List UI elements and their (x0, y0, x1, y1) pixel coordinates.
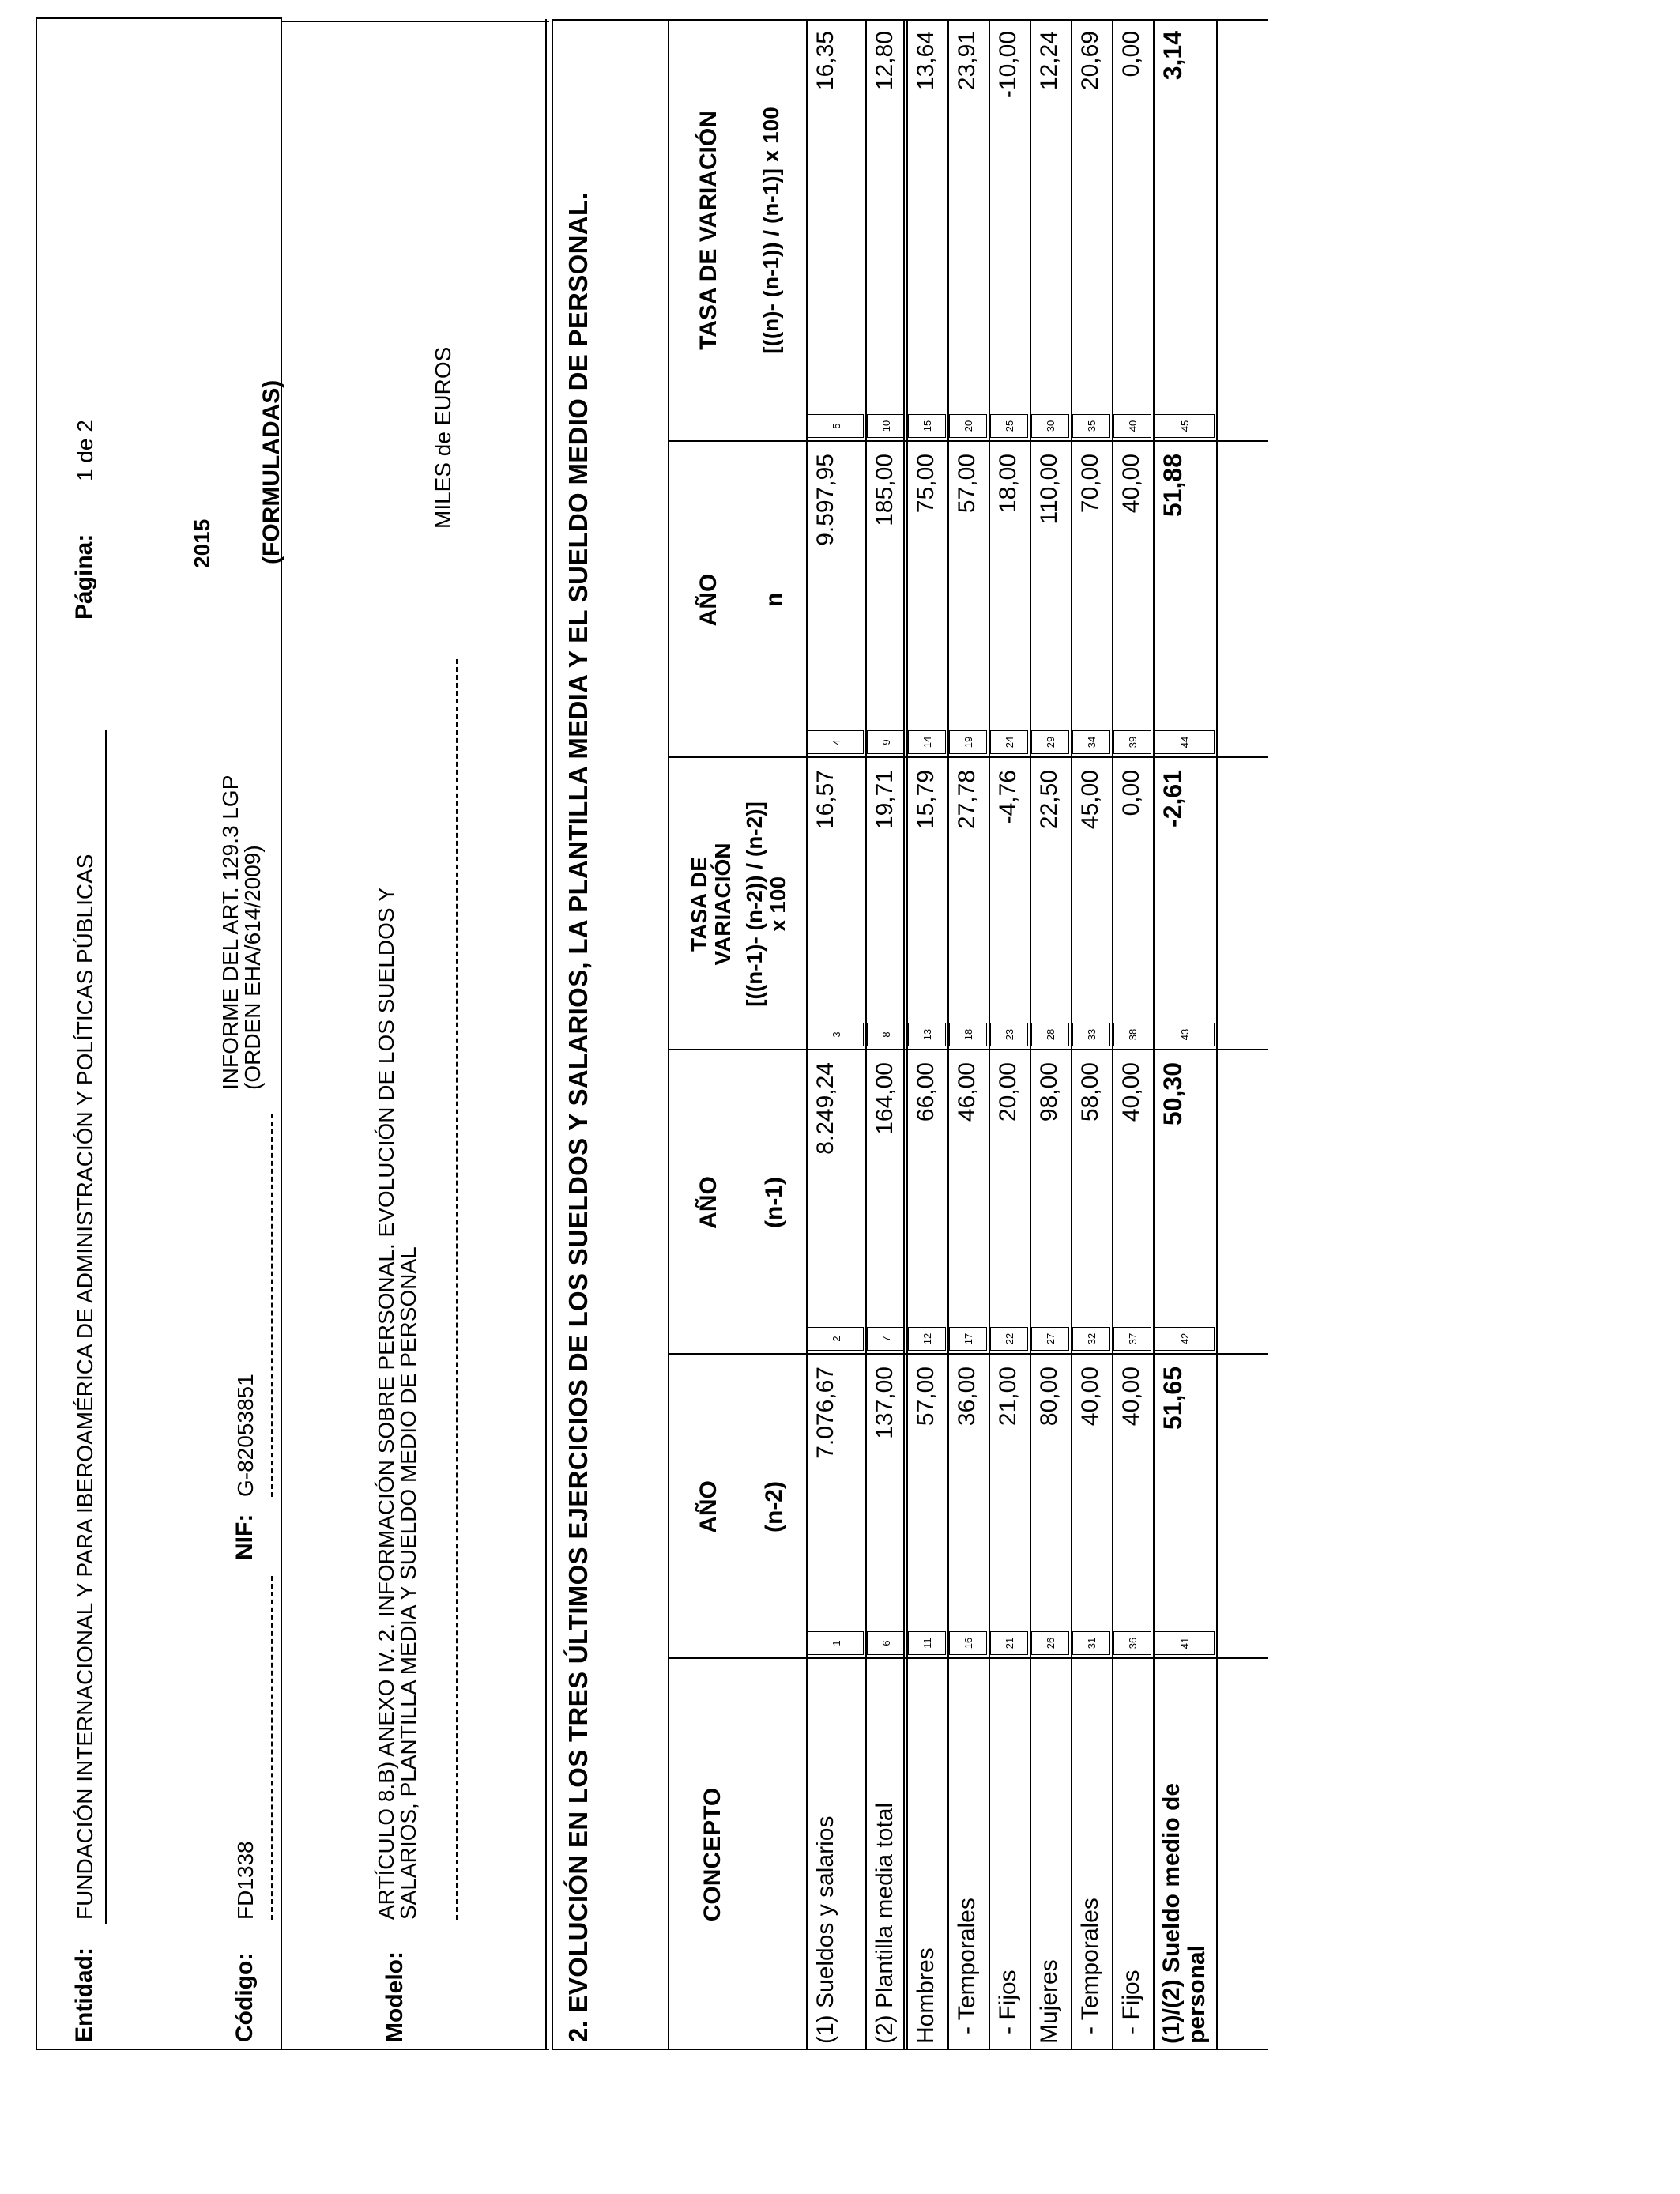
cell-number-box: 25 (990, 414, 1028, 438)
cell-number-box: 17 (949, 1327, 987, 1351)
value-n: 185,00 (872, 454, 898, 526)
concepto-label: Hombres (913, 1947, 939, 2044)
value-tasa2: 23,91 (954, 31, 980, 91)
value-n2: 40,00 (1118, 1367, 1144, 1427)
col-n2: (n-2) (761, 1481, 787, 1532)
col-tasa2-l2: [((n)- (n-1)) / (n-1)] x 100 (759, 107, 783, 354)
value-n: 9.597,95 (812, 454, 838, 546)
cell-number-box: 33 (1072, 1023, 1110, 1046)
value-n: 75,00 (913, 454, 939, 514)
value-n1: 58,00 (1077, 1062, 1103, 1122)
col-anio-n: AÑO (695, 573, 721, 627)
entidad-value: FUNDACIÓN INTERNACIONAL Y PARA IBEROAMÉRICA DE ADMINISTRACIÓN Y POLÍTICAS PÚBLICAS (73, 854, 97, 1920)
nif-dash (271, 1114, 273, 1497)
pagina-label: Página: (71, 533, 97, 620)
value-n1: 50,30 (1158, 1062, 1187, 1126)
cell-number-box: 28 (1031, 1023, 1069, 1046)
cell-number-box: 41 (1155, 1631, 1215, 1655)
cell-number-box: 37 (1113, 1327, 1151, 1351)
value-tasa2: 12,24 (1036, 31, 1062, 91)
cell-number-box: 9 (867, 730, 905, 754)
value-n2: 137,00 (872, 1367, 898, 1439)
concepto-label: personal (1184, 1944, 1210, 2044)
cell-number-box: 3 (808, 1023, 864, 1046)
value-tasa2: -10,00 (995, 31, 1021, 99)
value-n1: 20,00 (995, 1062, 1021, 1122)
cell-number-box: 26 (1031, 1631, 1069, 1655)
value-n2: 21,00 (995, 1367, 1021, 1427)
value-n: 51,88 (1158, 454, 1187, 518)
cell-number-box: 5 (808, 414, 864, 438)
value-n: 40,00 (1118, 454, 1144, 514)
cell-number-box: 27 (1031, 1327, 1069, 1351)
cell-number-box: 1 (808, 1631, 864, 1655)
value-n: 18,00 (995, 454, 1021, 514)
cell-number-box: 2 (808, 1327, 864, 1351)
units-label: MILES de EUROS (431, 346, 455, 529)
cell-number-box: 16 (949, 1631, 987, 1655)
value-n1: 164,00 (872, 1062, 898, 1135)
year-value: 2015 (190, 518, 214, 568)
value-n2: 80,00 (1036, 1367, 1062, 1427)
col-tasa1-l1: TASA DE (687, 857, 711, 952)
modelo-line2: SALARIOS, PLANTILLA MEDIA Y SUELDO MEDIO DE PERSONAL (396, 1246, 420, 1920)
value-n2: 36,00 (954, 1367, 980, 1427)
cell-number-box: 35 (1072, 414, 1110, 438)
concepto-label: - Temporales (954, 1898, 980, 2034)
row-separator (1216, 19, 1218, 2050)
col-tasa2-l1: TASA DE VARIACIÓN (695, 111, 721, 350)
value-n: 57,00 (954, 454, 980, 514)
cell-number-box: 21 (990, 1631, 1028, 1655)
value-n1: 98,00 (1036, 1062, 1062, 1122)
col-anio-n1: AÑO (695, 1176, 721, 1229)
cell-number-box: 42 (1155, 1327, 1215, 1351)
col-anio-n2: AÑO (695, 1480, 721, 1533)
concepto-label: (1)/(2) Sueldo medio de (1158, 1782, 1185, 2044)
value-tasa2: 0,00 (1118, 31, 1144, 77)
value-tasa2: 13,64 (913, 31, 939, 91)
report-sheet (36, 19, 1268, 2050)
value-tasa2: 12,80 (872, 31, 898, 91)
cell-number-box: 40 (1113, 414, 1151, 438)
cell-number-box: 14 (908, 730, 946, 754)
cell-number-box: 19 (949, 730, 987, 754)
value-tasa1: 22,50 (1036, 770, 1062, 830)
cell-number-box: 4 (808, 730, 864, 754)
modelo-dash (456, 659, 458, 1920)
cell-number-box: 29 (1031, 730, 1069, 754)
col-tasa1-l3: [((n-1)- (n-2)) / (n-2)] (742, 801, 767, 1007)
value-tasa1: -2,61 (1158, 770, 1187, 827)
value-tasa1: 16,57 (812, 770, 838, 830)
entidad-underline (105, 730, 107, 1924)
cell-number-box: 20 (949, 414, 987, 438)
cell-number-box: 11 (908, 1631, 946, 1655)
concepto-label: Mujeres (1036, 1959, 1062, 2044)
nif-label: NIF: (232, 1514, 258, 1560)
value-tasa1: 19,71 (872, 770, 898, 830)
value-n: 70,00 (1077, 454, 1103, 514)
cell-number-box: 44 (1155, 730, 1215, 754)
value-n1: 46,00 (954, 1062, 980, 1122)
value-n1: 8.249,24 (812, 1062, 838, 1155)
value-n1: 66,00 (913, 1062, 939, 1122)
col-tasa1-l2: VARIACIÓN (710, 843, 735, 966)
formuladas-label: (FORMULADAS) (258, 379, 284, 564)
codigo-dash (271, 1576, 273, 1920)
cell-number-box: 13 (908, 1023, 946, 1046)
pagina-value: 1 de 2 (73, 420, 97, 481)
value-n: 110,00 (1036, 454, 1062, 525)
cell-number-box: 15 (908, 414, 946, 438)
cell-number-box: 18 (949, 1023, 987, 1046)
col-tasa1-l4: x 100 (766, 876, 790, 933)
cell-number-box: 22 (990, 1327, 1028, 1351)
cell-number-box: 32 (1072, 1327, 1110, 1351)
cell-number-box: 43 (1155, 1023, 1215, 1046)
section-title: 2. EVOLUCIÓN EN LOS TRES ÚLTIMOS EJERCICIOS DE LOS SUELDOS Y SALARIOS, LA PLANTILLA MEDIA Y EL SUELDO MEDIO DE PERSONAL. (563, 192, 593, 2042)
value-n1: 40,00 (1118, 1062, 1144, 1122)
cell-number-box: 10 (867, 414, 905, 438)
value-n2: 57,00 (913, 1367, 939, 1427)
value-tasa2: 16,35 (812, 31, 838, 91)
nif-value: G-82053851 (233, 1374, 258, 1497)
concepto-label: - Fijos (995, 1970, 1021, 2034)
cell-number-box: 12 (908, 1327, 946, 1351)
modelo-line1: ARTÍCULO 8.B) ANEXO IV. 2. INFORMACIÓN SOBRE PERSONAL. EVOLUCIÓN DE LOS SUELDOS Y (374, 887, 398, 1920)
codigo-value: FD1338 (233, 1841, 258, 1920)
concepto-label: (1) Sueldos y salarios (812, 1815, 838, 2044)
value-tasa1: 45,00 (1077, 770, 1103, 830)
codigo-label: Código: (232, 1952, 258, 2042)
entidad-label: Entidad: (71, 1947, 97, 2042)
concepto-label: - Fijos (1118, 1970, 1144, 2034)
value-tasa1: 15,79 (913, 770, 939, 830)
cell-number-box: 23 (990, 1023, 1028, 1046)
value-n2: 40,00 (1077, 1367, 1103, 1427)
value-n2: 51,65 (1158, 1367, 1187, 1431)
concepto-label: (2) Plantilla media total (872, 1802, 898, 2044)
cell-number-box: 30 (1031, 414, 1069, 438)
value-n2: 7.076,67 (812, 1367, 838, 1459)
value-tasa1: -4,76 (995, 770, 1021, 824)
informe-line1: INFORME DEL ART. 129.3 LGP (218, 775, 243, 1090)
cell-number-box: 38 (1113, 1023, 1151, 1046)
cell-number-box: 39 (1113, 730, 1151, 754)
informe-line2: (ORDEN EHA/614/2009) (240, 845, 265, 1090)
cell-number-box: 6 (867, 1631, 905, 1655)
cell-number-box: 8 (867, 1023, 905, 1046)
concepto-label: - Temporales (1077, 1898, 1103, 2034)
value-tasa1: 27,78 (954, 770, 980, 830)
cell-number-box: 45 (1155, 414, 1215, 438)
modelo-label: Modelo: (382, 1951, 408, 2042)
value-tasa2: 3,14 (1158, 31, 1187, 81)
col-n1: (n-1) (761, 1177, 787, 1228)
col-n: n (761, 592, 787, 608)
value-tasa1: 0,00 (1118, 770, 1144, 816)
cell-number-box: 24 (990, 730, 1028, 754)
cell-number-box: 31 (1072, 1631, 1110, 1655)
col-concepto: CONCEPTO (699, 1787, 725, 1922)
cell-number-box: 36 (1113, 1631, 1151, 1655)
cell-number-box: 7 (867, 1327, 905, 1351)
cell-number-box: 34 (1072, 730, 1110, 754)
value-tasa2: 20,69 (1077, 31, 1103, 91)
